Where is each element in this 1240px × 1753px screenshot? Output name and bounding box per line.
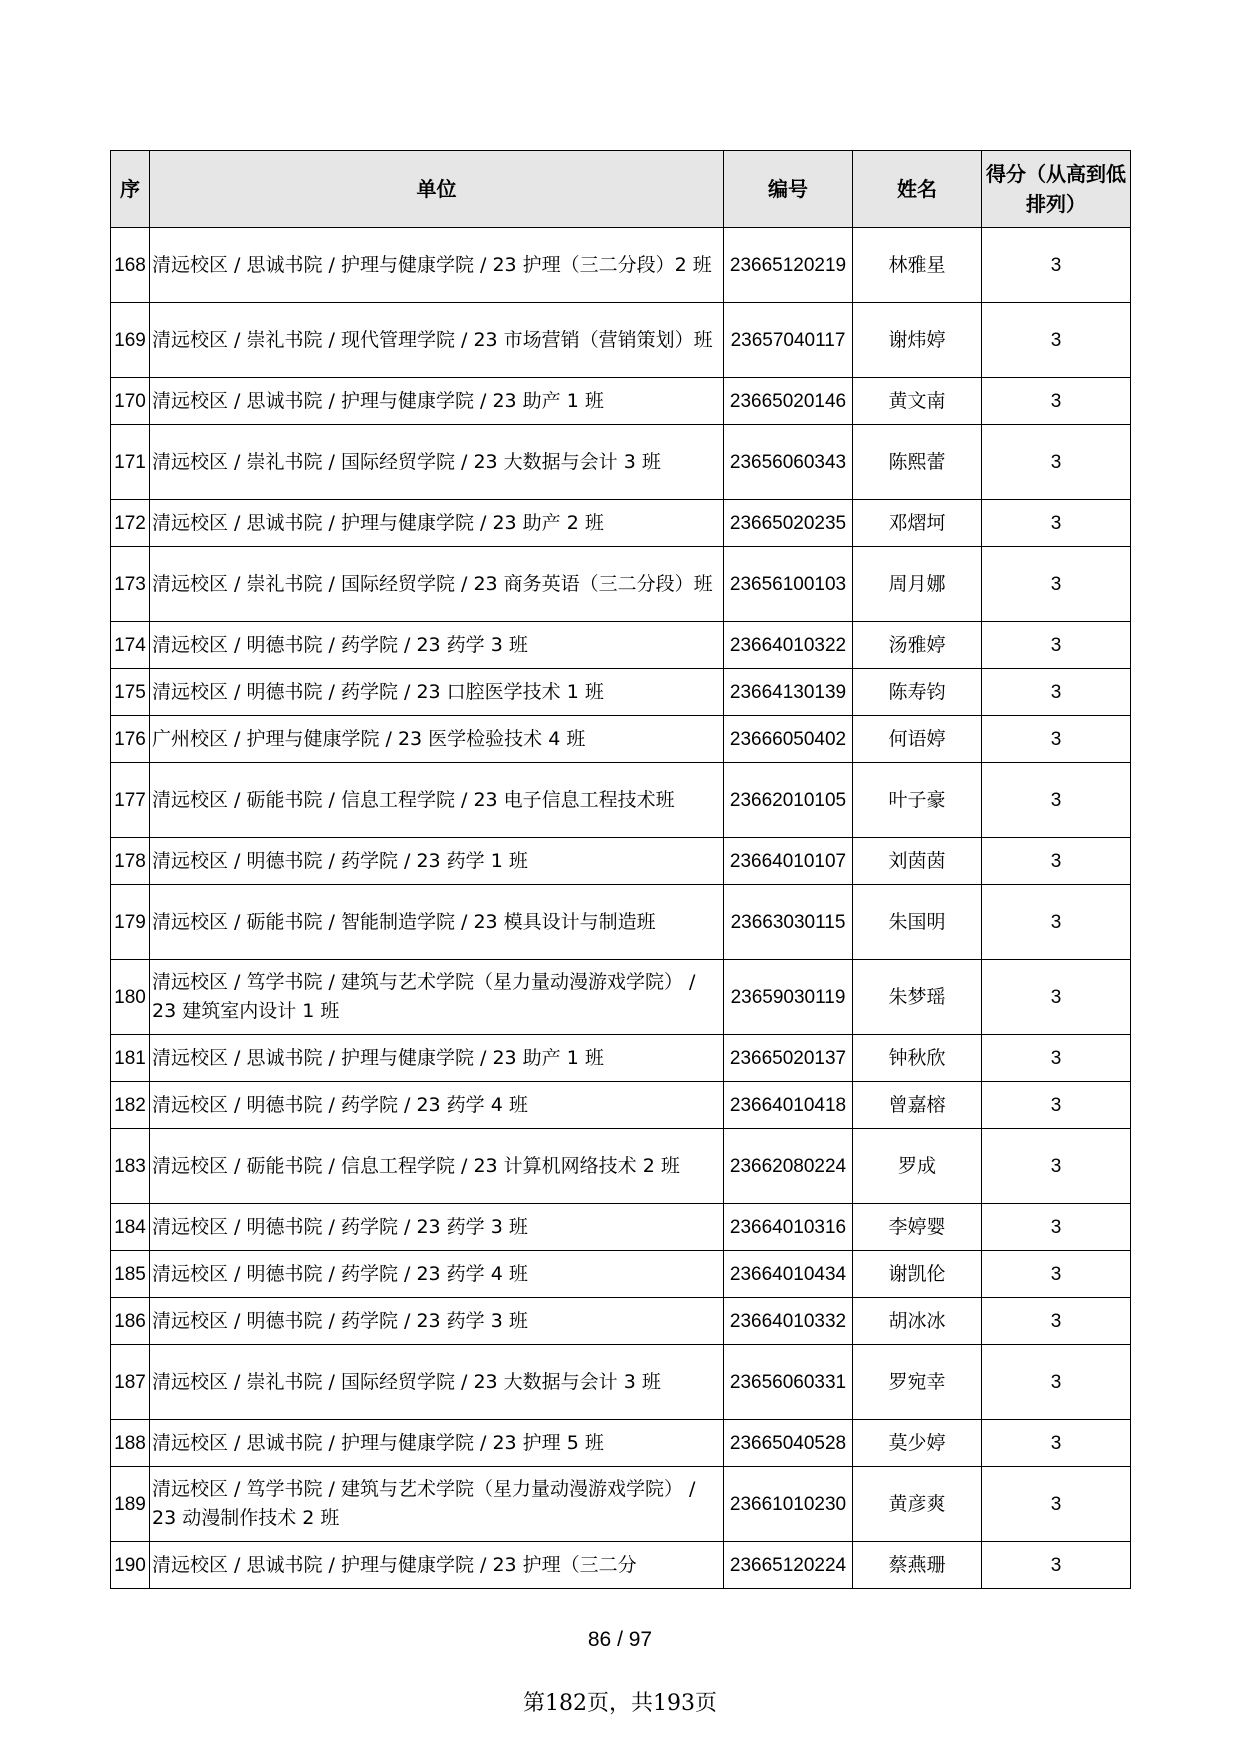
cell-name: 叶子豪 xyxy=(853,763,982,838)
cell-score: 3 xyxy=(982,1467,1131,1542)
table-row xyxy=(111,838,1131,885)
cell-unit: 清远校区 / 思诚书院 / 护理与健康学院 / 23 助产 2 班 xyxy=(150,500,724,547)
table-row xyxy=(111,1298,1131,1345)
cell-unit: 清远校区 / 崇礼书院 / 国际经贸学院 / 23 大数据与会计 3 班 xyxy=(150,425,724,500)
page-number: 86 / 97 xyxy=(587,1628,653,1651)
cell-id: 23664010434 xyxy=(724,1251,853,1298)
cell-unit: 清远校区 / 思诚书院 / 护理与健康学院 / 23 助产 1 班 xyxy=(150,378,724,425)
cell-id: 23664010107 xyxy=(724,838,853,885)
table-row xyxy=(111,1542,1131,1589)
cell-seq: 173 xyxy=(111,547,150,622)
cell-seq: 186 xyxy=(111,1298,150,1345)
cell-seq: 178 xyxy=(111,838,150,885)
cell-score: 3 xyxy=(982,1345,1131,1420)
cell-id: 23663030115 xyxy=(724,885,853,960)
cell-seq: 189 xyxy=(111,1467,150,1542)
cell-seq: 190 xyxy=(111,1542,150,1589)
table-row xyxy=(111,1129,1131,1204)
cell-score: 3 xyxy=(982,622,1131,669)
cell-seq: 176 xyxy=(111,716,150,763)
cell-name: 林雅星 xyxy=(853,228,982,303)
cell-unit: 清远校区 / 崇礼书院 / 现代管理学院 / 23 市场营销（营销策划）班 xyxy=(150,303,724,378)
cell-seq: 181 xyxy=(111,1035,150,1082)
cell-name: 邓熠坷 xyxy=(853,500,982,547)
cell-name: 胡冰冰 xyxy=(853,1298,982,1345)
cell-score: 3 xyxy=(982,669,1131,716)
cell-id: 23656100103 xyxy=(724,547,853,622)
cell-name: 罗宛幸 xyxy=(853,1345,982,1420)
table-row xyxy=(111,228,1131,303)
cell-seq: 179 xyxy=(111,885,150,960)
cell-unit: 清远校区 / 砺能书院 / 信息工程学院 / 23 电子信息工程技术班 xyxy=(150,763,724,838)
cell-seq: 188 xyxy=(111,1420,150,1467)
cell-seq: 170 xyxy=(111,378,150,425)
cell-name: 朱梦瑶 xyxy=(853,960,982,1035)
cell-unit: 清远校区 / 砺能书院 / 信息工程学院 / 23 计算机网络技术 2 班 xyxy=(150,1129,724,1204)
cell-id: 23665040528 xyxy=(724,1420,853,1467)
cell-unit: 清远校区 / 笃学书院 / 建筑与艺术学院（星力量动漫游戏学院） / 23 建筑室内设计 1 班 xyxy=(150,960,724,1035)
cell-id: 23661010230 xyxy=(724,1467,853,1542)
cell-name: 陈寿钧 xyxy=(853,669,982,716)
cell-id: 23664010418 xyxy=(724,1082,853,1129)
header-seq: 序 xyxy=(111,151,150,228)
header-unit: 单位 xyxy=(150,151,724,228)
cell-name: 刘茵茵 xyxy=(853,838,982,885)
cell-id: 23659030119 xyxy=(724,960,853,1035)
cell-score: 3 xyxy=(982,303,1131,378)
cell-seq: 177 xyxy=(111,763,150,838)
cell-score: 3 xyxy=(982,1129,1131,1204)
table-row xyxy=(111,960,1131,1035)
cell-unit: 清远校区 / 思诚书院 / 护理与健康学院 / 23 护理 5 班 xyxy=(150,1420,724,1467)
table-row xyxy=(111,500,1131,547)
cell-seq: 174 xyxy=(111,622,150,669)
cell-unit: 清远校区 / 思诚书院 / 护理与健康学院 / 23 助产 1 班 xyxy=(150,1035,724,1082)
table-row xyxy=(111,1420,1131,1467)
cell-id: 23664130139 xyxy=(724,669,853,716)
cell-name: 莫少婷 xyxy=(853,1420,982,1467)
score-table xyxy=(110,150,1131,1589)
page-footer: 第182页，共193页 xyxy=(523,1691,717,1716)
cell-unit: 清远校区 / 明德书院 / 药学院 / 23 口腔医学技术 1 班 xyxy=(150,669,724,716)
cell-name: 黄彦爽 xyxy=(853,1467,982,1542)
cell-seq: 187 xyxy=(111,1345,150,1420)
cell-score: 3 xyxy=(982,885,1131,960)
cell-seq: 175 xyxy=(111,669,150,716)
cell-id: 23664010316 xyxy=(724,1204,853,1251)
cell-unit: 清远校区 / 明德书院 / 药学院 / 23 药学 3 班 xyxy=(150,622,724,669)
table-row xyxy=(111,1467,1131,1542)
cell-score: 3 xyxy=(982,1298,1131,1345)
cell-unit: 清远校区 / 思诚书院 / 护理与健康学院 / 23 护理（三二分 xyxy=(150,1542,724,1589)
table-row xyxy=(111,885,1131,960)
cell-name: 谢炜婷 xyxy=(853,303,982,378)
table-body xyxy=(111,228,1131,1589)
cell-name: 李婷婴 xyxy=(853,1204,982,1251)
cell-name: 朱国明 xyxy=(853,885,982,960)
header-row xyxy=(111,151,1131,228)
table-row xyxy=(111,1345,1131,1420)
cell-name: 钟秋欣 xyxy=(853,1035,982,1082)
header-name: 姓名 xyxy=(853,151,982,228)
cell-score: 3 xyxy=(982,1542,1131,1589)
table-row xyxy=(111,303,1131,378)
cell-score: 3 xyxy=(982,500,1131,547)
cell-id: 23665020146 xyxy=(724,378,853,425)
cell-seq: 171 xyxy=(111,425,150,500)
cell-id: 23656060331 xyxy=(724,1345,853,1420)
cell-score: 3 xyxy=(982,763,1131,838)
cell-unit: 清远校区 / 明德书院 / 药学院 / 23 药学 3 班 xyxy=(150,1204,724,1251)
table-row xyxy=(111,547,1131,622)
cell-name: 何语婷 xyxy=(853,716,982,763)
cell-name: 曾嘉榕 xyxy=(853,1082,982,1129)
cell-seq: 183 xyxy=(111,1129,150,1204)
cell-id: 23664010322 xyxy=(724,622,853,669)
cell-score: 3 xyxy=(982,838,1131,885)
cell-id: 23665120224 xyxy=(724,1542,853,1589)
cell-score: 3 xyxy=(982,547,1131,622)
cell-unit: 清远校区 / 明德书院 / 药学院 / 23 药学 4 班 xyxy=(150,1251,724,1298)
cell-name: 蔡燕珊 xyxy=(853,1542,982,1589)
cell-unit: 清远校区 / 砺能书院 / 智能制造学院 / 23 模具设计与制造班 xyxy=(150,885,724,960)
cell-name: 黄文南 xyxy=(853,378,982,425)
table-row xyxy=(111,669,1131,716)
cell-score: 3 xyxy=(982,1420,1131,1467)
cell-score: 3 xyxy=(982,960,1131,1035)
cell-score: 3 xyxy=(982,425,1131,500)
cell-unit: 清远校区 / 崇礼书院 / 国际经贸学院 / 23 商务英语（三二分段）班 xyxy=(150,547,724,622)
cell-id: 23666050402 xyxy=(724,716,853,763)
cell-score: 3 xyxy=(982,228,1131,303)
table-row xyxy=(111,1082,1131,1129)
cell-seq: 168 xyxy=(111,228,150,303)
cell-unit: 清远校区 / 笃学书院 / 建筑与艺术学院（星力量动漫游戏学院） / 23 动漫制作技术 2 班 xyxy=(150,1467,724,1542)
cell-name: 罗成 xyxy=(853,1129,982,1204)
cell-score: 3 xyxy=(982,1082,1131,1129)
table-row xyxy=(111,622,1131,669)
cell-name: 汤雅婷 xyxy=(853,622,982,669)
cell-id: 23665020235 xyxy=(724,500,853,547)
cell-unit: 广州校区 / 护理与健康学院 / 23 医学检验技术 4 班 xyxy=(150,716,724,763)
cell-name: 谢凯伦 xyxy=(853,1251,982,1298)
cell-score: 3 xyxy=(982,716,1131,763)
table-row xyxy=(111,1035,1131,1082)
header-score: 得分（从高到低排列） xyxy=(982,151,1131,228)
cell-id: 23662080224 xyxy=(724,1129,853,1204)
table-row xyxy=(111,1204,1131,1251)
cell-unit: 清远校区 / 明德书院 / 药学院 / 23 药学 3 班 xyxy=(150,1298,724,1345)
cell-score: 3 xyxy=(982,1204,1131,1251)
cell-seq: 184 xyxy=(111,1204,150,1251)
cell-name: 陈熙蕾 xyxy=(853,425,982,500)
table-row xyxy=(111,1251,1131,1298)
cell-seq: 180 xyxy=(111,960,150,1035)
cell-seq: 185 xyxy=(111,1251,150,1298)
cell-unit: 清远校区 / 明德书院 / 药学院 / 23 药学 4 班 xyxy=(150,1082,724,1129)
table-row xyxy=(111,763,1131,838)
header-id: 编号 xyxy=(724,151,853,228)
cell-score: 3 xyxy=(982,1251,1131,1298)
cell-score: 3 xyxy=(982,378,1131,425)
cell-seq: 182 xyxy=(111,1082,150,1129)
cell-seq: 172 xyxy=(111,500,150,547)
cell-unit: 清远校区 / 崇礼书院 / 国际经贸学院 / 23 大数据与会计 3 班 xyxy=(150,1345,724,1420)
cell-name: 周月娜 xyxy=(853,547,982,622)
cell-seq: 169 xyxy=(111,303,150,378)
table-row xyxy=(111,378,1131,425)
cell-id: 23662010105 xyxy=(724,763,853,838)
cell-id: 23657040117 xyxy=(724,303,853,378)
cell-unit: 清远校区 / 思诚书院 / 护理与健康学院 / 23 护理（三二分段）2 班 xyxy=(150,228,724,303)
table-row xyxy=(111,716,1131,763)
cell-id: 23656060343 xyxy=(724,425,853,500)
cell-id: 23665120219 xyxy=(724,228,853,303)
table-row xyxy=(111,425,1131,500)
cell-id: 23665020137 xyxy=(724,1035,853,1082)
cell-id: 23664010332 xyxy=(724,1298,853,1345)
cell-score: 3 xyxy=(982,1035,1131,1082)
cell-unit: 清远校区 / 明德书院 / 药学院 / 23 药学 1 班 xyxy=(150,838,724,885)
